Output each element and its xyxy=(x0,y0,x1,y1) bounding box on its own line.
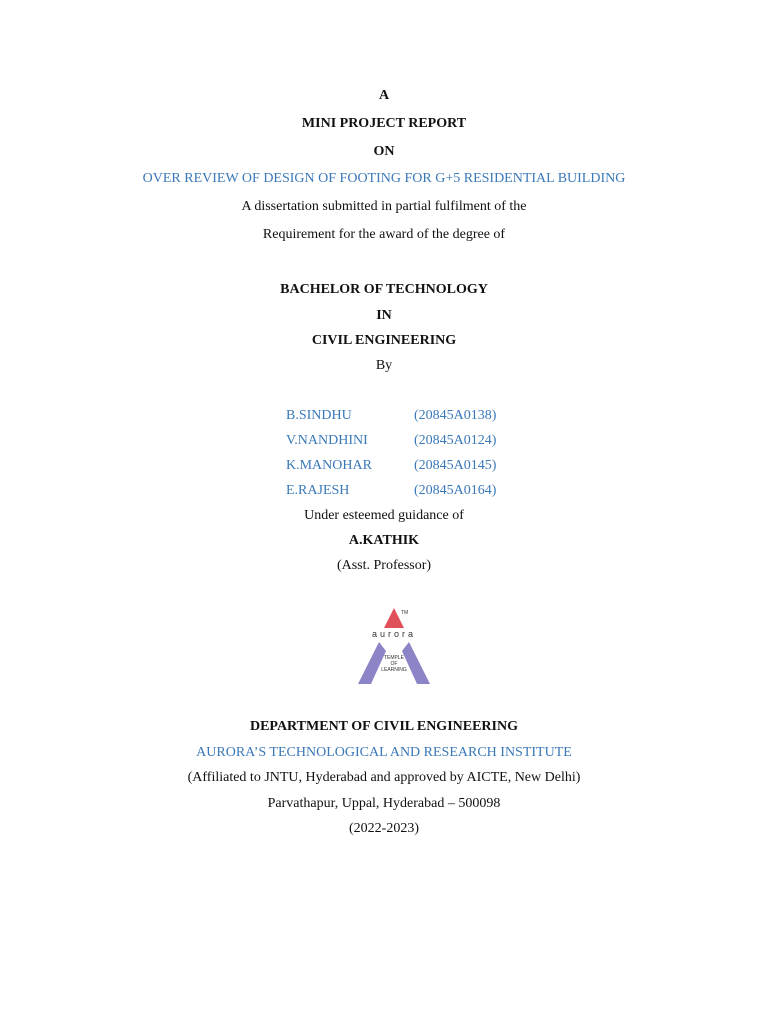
guidance-intro: Under esteemed guidance of xyxy=(304,508,464,523)
degree-name: BACHELOR OF TECHNOLOGY xyxy=(280,282,488,297)
institution-name: AURORA’S TECHNOLOGICAL AND RESEARCH INSTITUTE xyxy=(196,745,572,760)
guide-designation: (Asst. Professor) xyxy=(336,558,432,573)
address: Parvathapur, Uppal, Hyderabad – 500098 xyxy=(267,796,501,811)
logo-wordmark: aurora xyxy=(371,629,417,639)
report-type: MINI PROJECT REPORT xyxy=(301,116,467,131)
academic-year: (2022-2023) xyxy=(349,821,419,836)
dissertation-line-2: Requirement for the award of the degree of xyxy=(262,227,506,242)
degree-branch: CIVIL ENGINEERING xyxy=(311,333,457,348)
logo-tm: TM xyxy=(401,610,409,616)
logo-motto-line: OF xyxy=(390,661,398,667)
logo-motto-line: LEARNING xyxy=(381,667,407,673)
guide-name: A.KATHIK xyxy=(348,533,420,548)
affiliation: (Affiliated to JNTU, Hyderabad and approved by AICTE, New Delhi) xyxy=(187,770,581,785)
department-name: DEPARTMENT OF CIVIL ENGINEERING xyxy=(249,719,518,734)
degree-in: IN xyxy=(376,308,392,323)
student-roll: (20845A0138) xyxy=(414,408,497,423)
student-roll: (20845A0124) xyxy=(414,433,497,448)
header-on: ON xyxy=(373,144,395,159)
aurora-logo-icon xyxy=(344,604,440,688)
student-name: B.SINDHU xyxy=(286,408,352,423)
student-roll: (20845A0164) xyxy=(414,483,497,498)
header-a: A xyxy=(378,88,390,103)
student-name: V.NANDHINI xyxy=(286,433,368,448)
dissertation-line-1: A dissertation submitted in partial fulfilment of the xyxy=(241,199,527,214)
student-name: E.RAJESH xyxy=(286,483,350,498)
submitted-by: By xyxy=(375,358,393,373)
student-name: K.MANOHAR xyxy=(286,458,372,473)
project-title: OVER REVIEW OF DESIGN OF FOOTING FOR G+5 RESIDENTIAL BUILDING xyxy=(142,171,626,186)
logo-motto-line: TEMPLE xyxy=(383,655,405,661)
student-roll: (20845A0145) xyxy=(414,458,497,473)
